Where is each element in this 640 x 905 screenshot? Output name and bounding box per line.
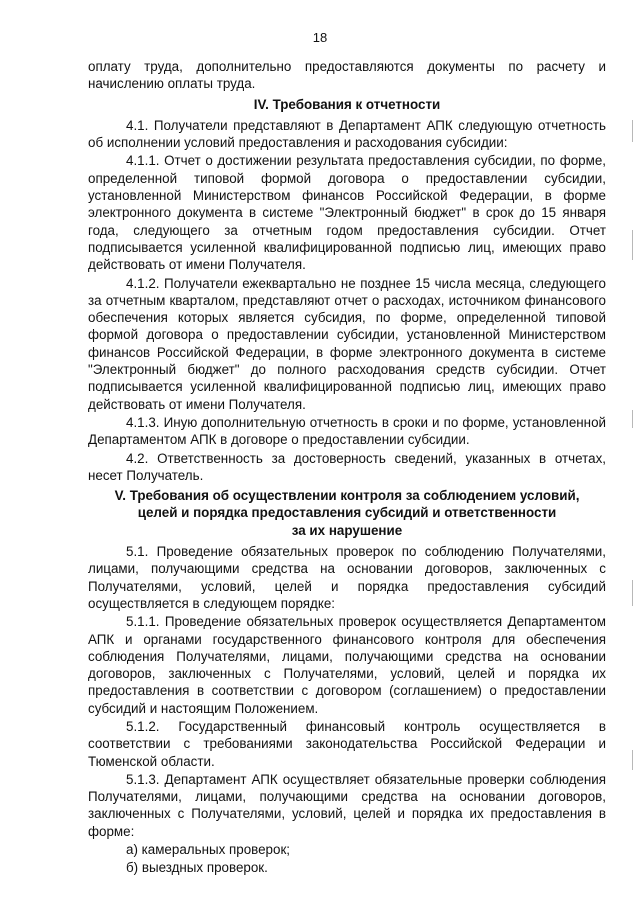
- scan-mark: [632, 750, 633, 770]
- scan-mark: [632, 410, 633, 428]
- section-heading-v: [88, 487, 606, 539]
- paragraph-4-1-1: 4.1.1. Отчет о достижении результата предоставления субсидии, по форме, определенной типовой формой договора о предоставлении субсидии, установленной Министерством финансов Российской Федерации, в форме электронного документа в системе "Электронный бюджет" в срок до 15 января года, следующего за отчетным годом предоставления субсидии. Отчет подписывается усиленной квалифицированной подписью лиц, имеющих право действовать от имени Получателя.: [88, 153, 606, 273]
- document-body: [88, 58, 606, 878]
- paragraph-5-1-1: 5.1.1. Проведение обязательных проверок осуществляется Департаментом АПК и органами государственного финансового контроля для обеспечения соблюдения Получателями, лицами, получающими средства на основании договоров, заключенных с Получателями, условий, целей и порядка их предоставления в соответствии с договором (соглашением) о предоставлении субсидий и настоящим Положением.: [88, 614, 606, 716]
- scan-margin-marks: [630, 110, 636, 850]
- section-heading-v-line-2: целей и порядка предоставления субсидий и ответственности: [137, 505, 557, 521]
- scan-mark: [632, 580, 633, 606]
- paragraph-5-1-3: 5.1.3. Департамент АПК осуществляет обязательные проверки соблюдения Получателями, лицами, получающими средства на основании договоров, заключенных с Получателями, условий, целей и порядка их предоставления в форме:: [88, 771, 606, 839]
- paragraph-5-1: 5.1. Проведение обязательных проверок по соблюдению Получателями, лицами, получающими средства на основании договоров, заключенных с Получателями, условий, целей и порядка предоставления субсидий осуществляется в следующем порядке:: [88, 544, 606, 611]
- paragraph-4-1-2: 4.1.2. Получатели ежеквартально не позднее 15 числа месяца, следующего за отчетным кварталом, представляют отчет о расходах, источником финансового обеспечения которых является субсидия, по форме, определенной типовой формой договора о предоставлении субсидии, установленной Министерством финансов Российской Федерации, в форме электронного документа в системе "Электронный бюджет" до полного расходования средств субсидии. Отчет подписывается усиленной квалифицированной подписью лиц, имеющих право действовать от имени Получателя.: [88, 275, 606, 412]
- scan-mark: [632, 230, 633, 260]
- section-heading-v-line-1: V. Требования об осуществлении контроля за соблюдением условий,: [114, 488, 580, 504]
- paragraph-5-1-2: 5.1.2. Государственный финансовый контроль осуществляется в соответствии с требованиями законодательства Российской Федерации и Тюменской области.: [88, 718, 606, 769]
- paragraph-4-1-3: 4.1.3. Иную дополнительную отчетность в сроки и по форме, установленной Департаментом АПК в договоре о предоставлении субсидии.: [88, 414, 606, 448]
- section-heading-iv: IV. Требования к отчетности: [253, 96, 441, 112]
- section-heading-v-line-3: за их нарушение: [291, 522, 403, 538]
- paragraph-4-1: 4.1. Получатели представляют в Департамент АПК следующую отчетность об исполнении условий предоставления и расходования субсидии:: [88, 117, 606, 151]
- page-number: 18: [312, 30, 328, 45]
- list-item-a: а) камеральных проверок;: [126, 842, 291, 858]
- paragraph-4-2: 4.2. Ответственность за достоверность сведений, указанных в отчетах, несет Получатель.: [88, 450, 606, 483]
- list-item-b: б) выездных проверок.: [126, 860, 268, 876]
- paragraph-continuation: оплату труда, дополнительно предоставляются документы по расчету и начислению оплаты труда.: [88, 59, 606, 92]
- scan-mark: [632, 120, 633, 142]
